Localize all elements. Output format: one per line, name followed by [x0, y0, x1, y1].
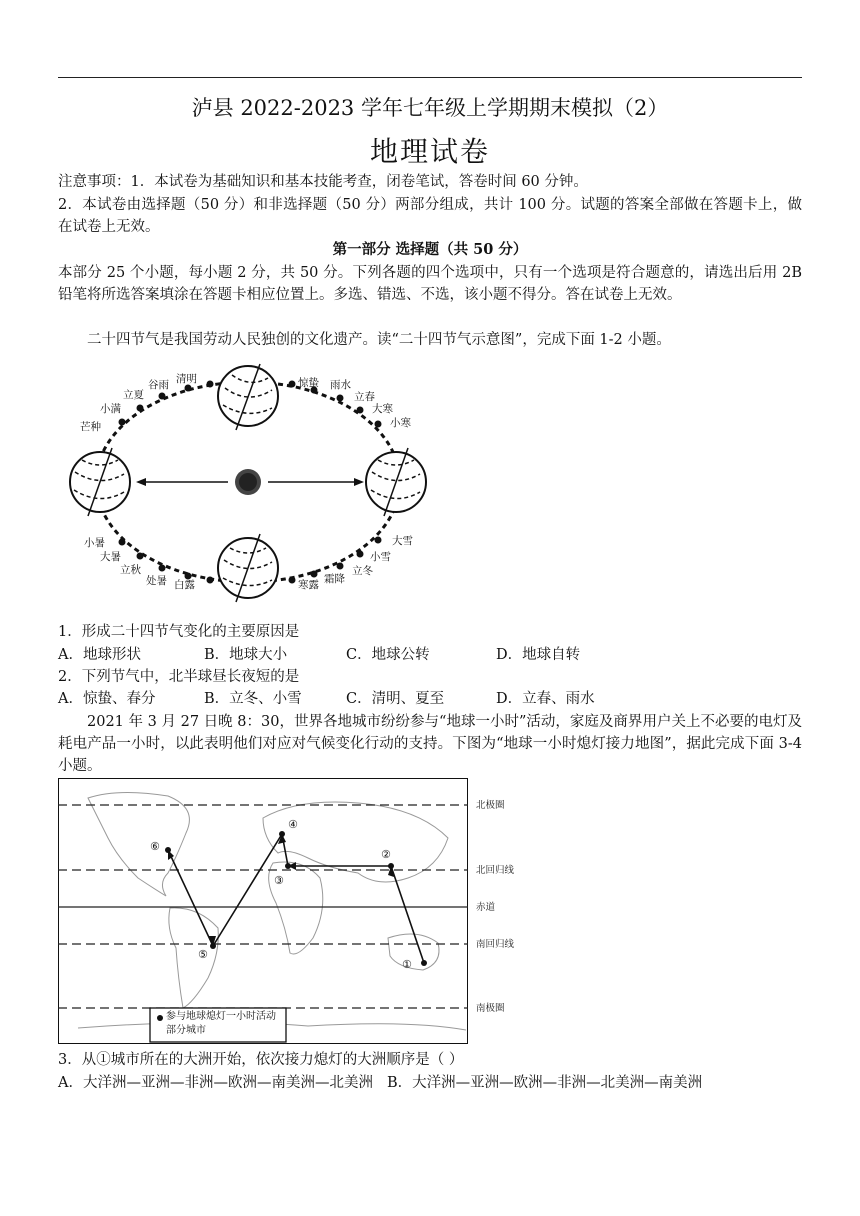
exam-subject: 地理试卷: [369, 135, 490, 168]
city-marker-6: ⑥: [150, 840, 160, 853]
part1-instructions: 本部分 25 个小题，每小题 2 分，共 50 分。下列各题的四个选项中，只有一个选项是符合题意的，请选出后用 2B 铅笔将所选答案填涂在答题卡相应位置上。多选、错选、不选，该小题不得分。答在试卷上无效。: [58, 265, 802, 303]
q1-options: [58, 645, 802, 665]
tropic-capricorn-label: 南回归线: [476, 939, 515, 950]
q1-option-a[interactable]: A．地球形状: [58, 647, 141, 663]
term-label: 小暑: [84, 537, 105, 549]
q2-option-d[interactable]: D．立春、雨水: [496, 691, 595, 707]
q2-option-c[interactable]: C．清明、夏至: [346, 691, 445, 707]
q2-options: [58, 689, 802, 709]
term-label: 寒露: [298, 579, 319, 591]
term-label: 小雪: [370, 551, 391, 563]
intro-solar-terms: 二十四节气是我国劳动人民独创的文化遗产。读“二十四节气示意图”，完成下面 1-2 小题。: [87, 332, 671, 348]
term-label: 清明: [176, 373, 197, 385]
city-marker-4: ④: [288, 818, 298, 831]
q2-option-b[interactable]: B．立冬、小雪: [204, 691, 302, 707]
q1-stem: 1．形成二十四节气变化的主要原因是: [58, 624, 300, 640]
globe-icon-top: [218, 364, 278, 430]
q3-option-b[interactable]: B．大洋洲—亚洲—欧洲—非洲—北美洲—南美洲: [386, 1075, 703, 1091]
term-label: 大暑: [100, 551, 121, 563]
term-label: 大雪: [392, 535, 413, 547]
term-label: 立秋: [120, 564, 141, 576]
q3-stem: 3．从①城市所在的大洲开始，依次接力熄灯的大洲顺序是（ ）: [58, 1052, 464, 1068]
term-label: 小满: [100, 403, 121, 415]
term-label: 立冬: [352, 565, 373, 577]
city-marker-2: ②: [381, 848, 391, 861]
term-label: 惊蛰: [298, 377, 319, 389]
term-label: 霜降: [324, 573, 345, 585]
globe-icon-bottom: [218, 534, 278, 602]
q1-option-b[interactable]: B．地球大小: [204, 647, 288, 663]
globe-icon-left: [70, 448, 130, 516]
header-rule: [58, 77, 802, 78]
q1-option-d[interactable]: D．地球自转: [496, 647, 581, 663]
q3-option-a[interactable]: A．大洋洲—亚洲—非洲—欧洲—南美洲—北美洲: [58, 1075, 373, 1091]
arctic-circle-label: 北极圈: [476, 800, 505, 811]
tropic-cancer-label: 北回归线: [476, 865, 515, 876]
q3-options: [58, 1072, 802, 1094]
antarctic-circle-label: 南极圈: [476, 1003, 505, 1014]
earth-hour-map: [58, 778, 518, 1046]
term-label: 立春: [354, 391, 375, 403]
q1-option-c[interactable]: C．地球公转: [346, 647, 430, 663]
term-label: 小寒: [390, 417, 411, 429]
solar-terms-diagram: [60, 360, 440, 605]
exam-title: 泸县 2022-2023 学年七年级上学期期末模拟（2）: [191, 96, 669, 120]
part1-heading: 第一部分 选择题（共 50 分）: [332, 241, 528, 258]
q2-option-a[interactable]: A．惊蛰、春分: [58, 691, 156, 707]
equator-label: 赤道: [476, 902, 496, 913]
term-label: 大寒: [372, 403, 393, 415]
city-marker-5: ⑤: [198, 948, 208, 961]
term-label: 立夏: [123, 389, 144, 401]
term-label: 芒种: [80, 421, 101, 433]
notes-line-1: 注意事项：1．本试卷为基础知识和基本技能考查，闭卷笔试，答卷时间 60 分钟。: [58, 174, 588, 190]
term-label: 白露: [174, 579, 195, 591]
term-label: 雨水: [330, 379, 351, 391]
sun-icon: [235, 469, 261, 495]
globe-icon-right: [366, 448, 426, 516]
intro-earth-hour: 2021 年 3 月 27 日晚 8：30，世界各地城市纷纷参与“地球一小时”活动，家庭及商界用户关上不必要的电灯及耗电产品一小时，以此表明他们对应对气候变化行动的支持。下图为“地球一小时熄灯接力地图”，据此完成下面 3-4 小题。: [58, 714, 802, 774]
term-label: 谷雨: [148, 379, 169, 391]
map-legend: 参与地球熄灯一小时活动部分城市: [166, 1011, 276, 1036]
q2-stem: 2．下列节气中，北半球昼长夜短的是: [58, 669, 300, 685]
term-label: 处暑: [146, 575, 167, 587]
city-marker-1: ①: [402, 958, 412, 971]
city-marker-3: ③: [274, 874, 284, 887]
notes-line-2: 2．本试卷由选择题（50 分）和非选择题（50 分）两部分组成，共计 100 分。试题的答案全部做在答题卡上，做在试卷上无效。: [58, 197, 802, 235]
